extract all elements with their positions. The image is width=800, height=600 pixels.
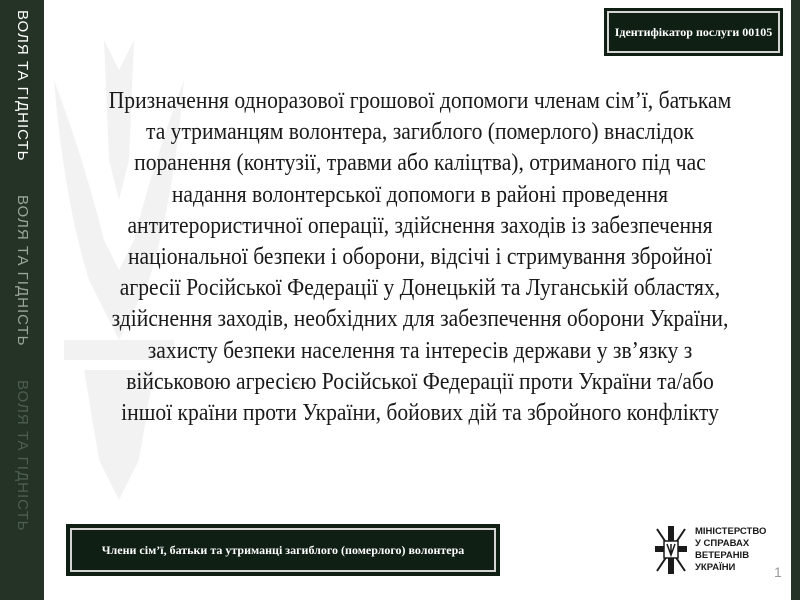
title-line: агресії Російської Федерації у Донецькій та Луганській областях, [119, 275, 721, 302]
page-title [96, 86, 744, 429]
service-id-badge [604, 8, 783, 56]
title-line: надання волонтерської допомоги в районі проведення [171, 181, 669, 208]
title-line: здійснення заходів, необхідних для забезпечення оборони України, [111, 306, 729, 333]
ministry-name-line: МІНІСТЕРСТВО [695, 526, 767, 537]
recipient-category-label: Члени сім’ї, батьки та утриманці загиблого (померлого) волонтера [70, 528, 496, 572]
ministry-emblem-icon [652, 524, 690, 576]
title-line: поранення (контузії, травми або каліцтва), отриманого під час [134, 150, 706, 177]
ministry-name [695, 526, 766, 574]
title-line: захисту безпеки населення та інтересів держави у зв’язку з [147, 337, 693, 364]
title-line: та утриманцям волонтера, загиблого (померлого) внаслідок [145, 119, 694, 146]
sidebar-slogan: ВОЛЯ ТА ГІДНІСТЬ [14, 10, 31, 162]
ministry-name-line: ВЕТЕРАНІВ [695, 550, 750, 561]
ministry-name-line: УКРАЇНИ [695, 562, 736, 573]
sidebar-slogan: ВОЛЯ ТА ГІДНІСТЬ [14, 195, 31, 347]
recipient-category-badge [66, 524, 500, 576]
right-edge-bar [791, 0, 800, 600]
sidebar-slogan: ВОЛЯ ТА ГІДНІСТЬ [14, 380, 31, 532]
ministry-logo [652, 520, 772, 580]
ministry-name-line: У СПРАВАХ [695, 538, 750, 549]
service-id-label: Ідентифікатор послуги 00105 [607, 11, 780, 53]
title-line: військовою агресією Російської Федерації проти України та/або [126, 368, 714, 395]
title-line: Призначення одноразової грошової допомоги членам сім’ї, батькам [108, 88, 732, 114]
title-line: антитерористичної операції, здійснення заходів із забезпечення [127, 212, 713, 239]
left-sidebar [0, 0, 44, 600]
title-line: національної безпеки і оборони, відсічі і стримування збройної [127, 244, 712, 271]
title-line: іншої країни проти України, бойових дій та збройного конфлікту [121, 400, 719, 427]
page-number: 1 [774, 564, 782, 580]
